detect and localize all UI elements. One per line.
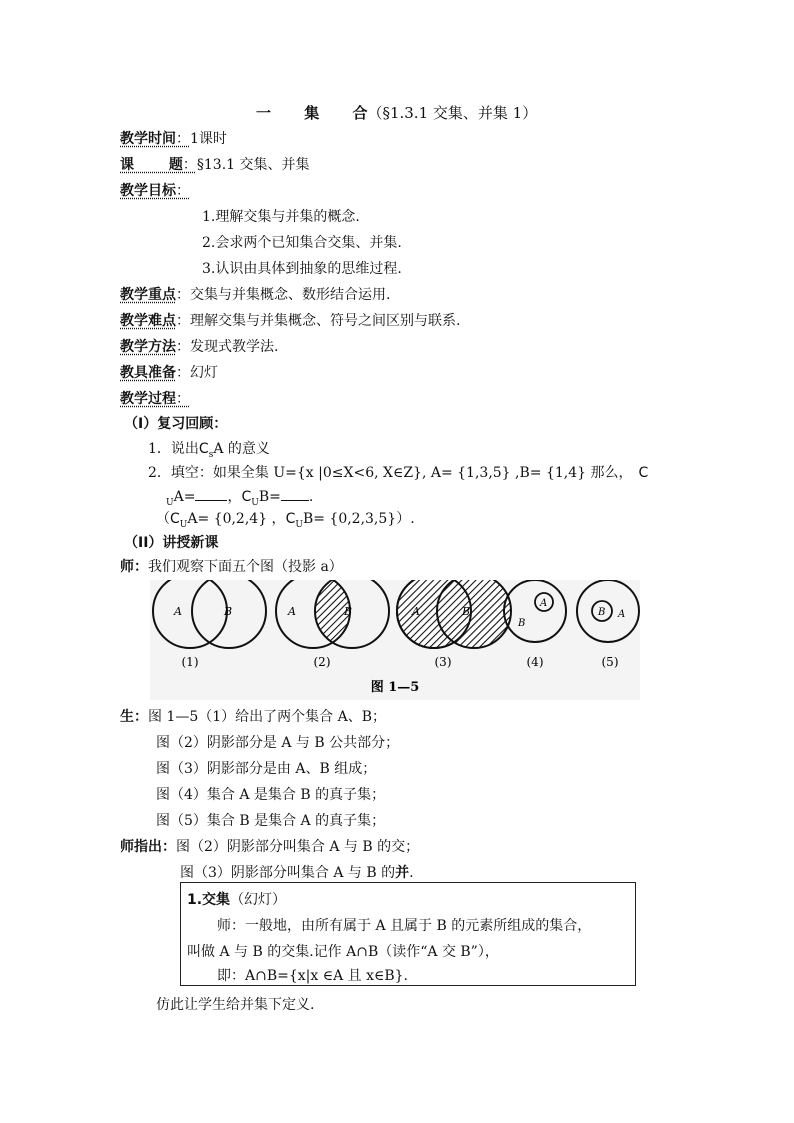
review-answer: [156, 508, 415, 530]
blank-a-label: A=: [173, 489, 196, 505]
complement-symbol: C: [241, 489, 252, 505]
title-main: 一 集 合: [256, 104, 368, 122]
student-text: 图（2）阴影部分是 A 与 B 公共部分；: [156, 735, 400, 751]
venn-1: [153, 580, 266, 648]
title-sub: （§1.3.1 交集、并集 1）: [367, 104, 538, 122]
page-title: [256, 102, 537, 123]
set-a-label: A: [288, 605, 296, 618]
review-item-2-text: 2．填空：如果全集 U={x |0≤X<6, X∈Z}, A= {1,3,5} ,B= {1,4} 那么，: [148, 465, 633, 481]
review-item-1-text-end: A 的意义: [213, 441, 270, 457]
goal-item: 3.认识由具体到抽象的思维过程.: [202, 261, 402, 277]
topic-label: 课 题: [120, 157, 183, 173]
goal-sep: ：: [176, 183, 190, 199]
method-value: ：发现式教学法.: [176, 339, 279, 355]
meta-process: [120, 388, 190, 408]
meta-key: [120, 284, 390, 304]
set-a-label: A: [618, 609, 626, 620]
period: .: [409, 865, 414, 881]
venn-4: [504, 580, 566, 642]
union-word: 并: [395, 865, 410, 881]
figure-label: (1): [181, 655, 199, 669]
review-item-1: [148, 438, 270, 460]
teacher-points-label: 师指出：: [120, 839, 176, 855]
teacher-points-text: 图（2）阴影部分叫集合 A 与 B 的交；: [176, 839, 420, 855]
goal-item: 1.理解交集与并集的概念.: [202, 209, 360, 225]
diff-value: ：理解交集与并集概念、符号之间区别与联系.: [176, 313, 461, 329]
student-line: [120, 706, 386, 726]
teacher-label: 师：: [120, 559, 148, 575]
student-text: 图（3）阴影部分是由 A、B 组成；: [156, 761, 377, 777]
student-label: 生：: [120, 709, 148, 725]
process-label: 教学过程: [120, 391, 176, 407]
time-label: 教学时间: [120, 131, 176, 147]
review-heading: （I）复习回顾：: [124, 416, 228, 432]
ans-b: B= {0,2,3,5}）.: [302, 511, 415, 527]
topic-sep: ：: [182, 157, 197, 173]
venn-5: [577, 580, 639, 642]
comma: ，: [227, 489, 242, 505]
set-b-label: B: [462, 605, 471, 618]
key-label: 教学重点: [120, 287, 176, 303]
tools-label: 教具准备: [120, 365, 176, 381]
set-b-label: B: [344, 605, 353, 618]
meta-tools: [120, 362, 218, 382]
student-text: 图（5）集合 B 是集合 A 的真子集；: [156, 813, 386, 829]
teacher-line: [120, 556, 343, 576]
time-value: 1课时: [190, 131, 227, 147]
meta-topic: [120, 154, 310, 174]
topic-value: §13.1 交集、并集: [196, 157, 310, 173]
meta-time: [120, 128, 227, 148]
set-a-label: A: [540, 598, 548, 609]
figure-label: (2): [313, 655, 331, 669]
diff-label: 教学难点: [120, 313, 176, 329]
meta-diff: [120, 310, 460, 330]
review-item-1-text: 1．说出: [148, 441, 199, 457]
figure-caption: 图 1—5: [370, 680, 420, 695]
set-b-label: B: [518, 618, 526, 629]
review-item-2: [148, 462, 648, 482]
figure-label: (3): [434, 655, 452, 669]
box-line: 即：A∩B={x|x ∈A 且 x∈B}.: [217, 968, 409, 984]
venn-figure: [150, 580, 640, 700]
figure-label: (4): [526, 655, 544, 669]
period: .: [308, 489, 314, 505]
teacher-points-line2: [180, 862, 414, 882]
venn-2: [276, 580, 389, 648]
figure-label: (5): [601, 655, 619, 669]
tools-value: ：幻灯: [176, 365, 218, 381]
newlesson-heading: （II）讲授新课: [124, 535, 219, 551]
box-heading-rest: （幻灯）: [230, 892, 287, 908]
goal-label: 教学目标: [120, 183, 176, 199]
complement-subscript: U: [295, 519, 303, 530]
key-value: ：交集与并集概念、数形结合运用.: [176, 287, 391, 303]
complement-subscript: s: [208, 449, 214, 460]
set-b-label: B: [598, 607, 606, 618]
set-a-label: A: [412, 605, 420, 618]
box-line: 师：一般地，由所有属于 A 且属于 B 的元素所组成的集合，: [217, 918, 592, 934]
complement-symbol: C: [198, 441, 209, 457]
venn-3: [397, 580, 511, 648]
student-text: 图（4）集合 A 是集合 B 的真子集；: [156, 787, 386, 803]
complement-subscript: U: [179, 519, 188, 530]
complement-symbol: C: [638, 465, 649, 481]
complement-subscript: U: [166, 497, 174, 508]
box-line: 叫做 A 与 B 的交集.记作 A∩B（读作“A 交 B”），: [187, 944, 499, 960]
blank-b-label: B=: [258, 489, 281, 505]
teacher-points-line1: [120, 836, 419, 856]
complement-symbol: C: [285, 511, 296, 527]
set-b-label: B: [224, 605, 233, 618]
student-text: 图 1—5（1）给出了两个集合 A、B；: [148, 709, 387, 725]
box-heading-bold: 1.交集: [187, 892, 231, 908]
process-sep: ：: [176, 391, 190, 407]
review-item-2-line2: [166, 486, 313, 508]
closing-text: 仿此让学生给并集下定义.: [156, 997, 315, 1013]
teacher-points-text: 图（3）阴影部分叫集合 A 与 B 的: [180, 865, 396, 881]
box-heading: [187, 889, 286, 909]
meta-goal: [120, 180, 190, 200]
meta-method: [120, 336, 278, 356]
complement-subscript: U: [251, 497, 259, 508]
blank-a: [195, 488, 227, 501]
goal-item: 2.会求两个已知集合交集、并集.: [202, 235, 402, 251]
teacher-text: 我们观察下面五个图（投影 a）: [148, 559, 343, 575]
definition-box: [180, 882, 636, 986]
method-label: 教学方法: [120, 339, 176, 355]
ans-open: （: [156, 511, 170, 527]
ans-a: A= {0,2,4} ，: [187, 511, 286, 527]
time-sep: ：: [176, 131, 190, 147]
set-a-label: A: [174, 605, 182, 618]
blank-b: [281, 488, 309, 501]
complement-symbol: C: [170, 511, 180, 527]
